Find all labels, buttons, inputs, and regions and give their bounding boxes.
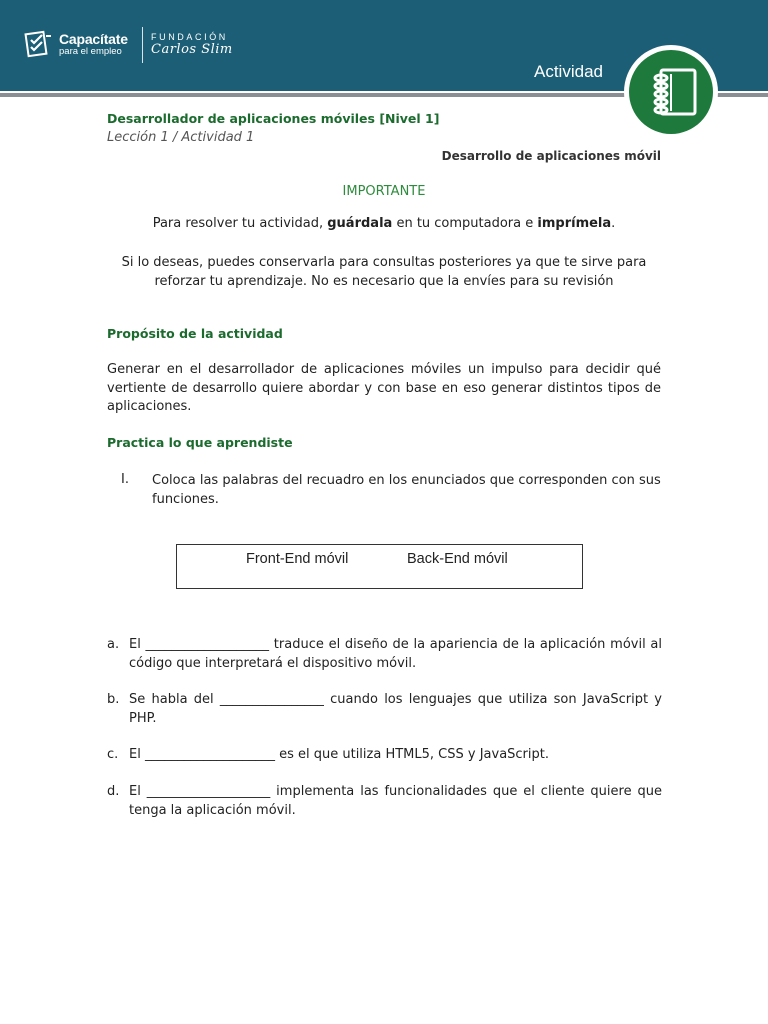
- question-letter: c.: [107, 747, 119, 762]
- item-instruction: Coloca las palabras del recuadro en los enunciados que corresponden con sus funciones.: [152, 473, 661, 507]
- purpose-text: Generar en el desarrollador de aplicaciones móviles un impulso para decidir qué vertiente de desarrollo quiere abordar y con base en eso generar distintos tipos de aplicaciones.: [107, 362, 661, 414]
- notebook-icon: [624, 45, 718, 139]
- subject-label: Desarrollo de aplicaciones móvil: [441, 149, 661, 163]
- question-letter: a.: [107, 637, 120, 652]
- instruction-save-print: Para resolver tu actividad, guárdala en tu computadora e imprímela.: [152, 216, 616, 231]
- capacitate-logo-icon: [24, 30, 54, 58]
- item-number: I.: [121, 472, 129, 487]
- question-text: El ___________________ traduce el diseño de la apariencia de la aplicación móvil al código que interpretará el dispositivo móvil.: [129, 637, 662, 671]
- question-letter: b.: [107, 692, 120, 707]
- capacitate-logo: [24, 30, 128, 58]
- logo-divider: [142, 27, 143, 63]
- question-c: [107, 745, 662, 764]
- question-text: Se habla del ________________ cuando los lenguajes que utiliza son JavaScript y PHP.: [129, 692, 662, 726]
- logo-sub-text: para el empleo: [59, 45, 122, 57]
- purpose-heading: Propósito de la actividad: [107, 326, 283, 341]
- question-letter: d.: [107, 784, 120, 799]
- question-d: [107, 782, 662, 820]
- section-label: Actividad: [534, 62, 603, 81]
- important-heading: IMPORTANTE: [342, 184, 426, 199]
- question-a: [107, 635, 662, 673]
- word-back-end: Back-End móvil: [407, 551, 508, 567]
- word-box: [176, 544, 583, 589]
- practice-heading: Practica lo que aprendiste: [107, 435, 293, 450]
- logo-main-text: Capacítate: [59, 30, 128, 47]
- question-text: El ____________________ es el que utiliza HTML5, CSS y JavaScript.: [129, 747, 549, 762]
- course-title: Desarrollador de aplicaciones móviles [Nivel 1]: [107, 111, 440, 126]
- foundation-logo: [151, 32, 233, 57]
- activity-badge: [624, 45, 718, 139]
- foundation-signature: Carlos Slim: [151, 42, 233, 57]
- question-b: [107, 690, 662, 728]
- instruction-keep: Si lo deseas, puedes conservarla para consultas posteriores ya que te sirve para reforzar tu aprendizaje. No es necesario que la envíes para su revisión: [121, 255, 647, 289]
- foundation-label: FUNDACIÓN: [151, 32, 228, 42]
- lesson-label: Lección 1 / Actividad 1: [107, 130, 255, 145]
- question-text: El ___________________ implementa las funcionalidades que el cliente quiere que tenga la aplicación móvil.: [129, 784, 662, 818]
- word-front-end: Front-End móvil: [246, 551, 349, 567]
